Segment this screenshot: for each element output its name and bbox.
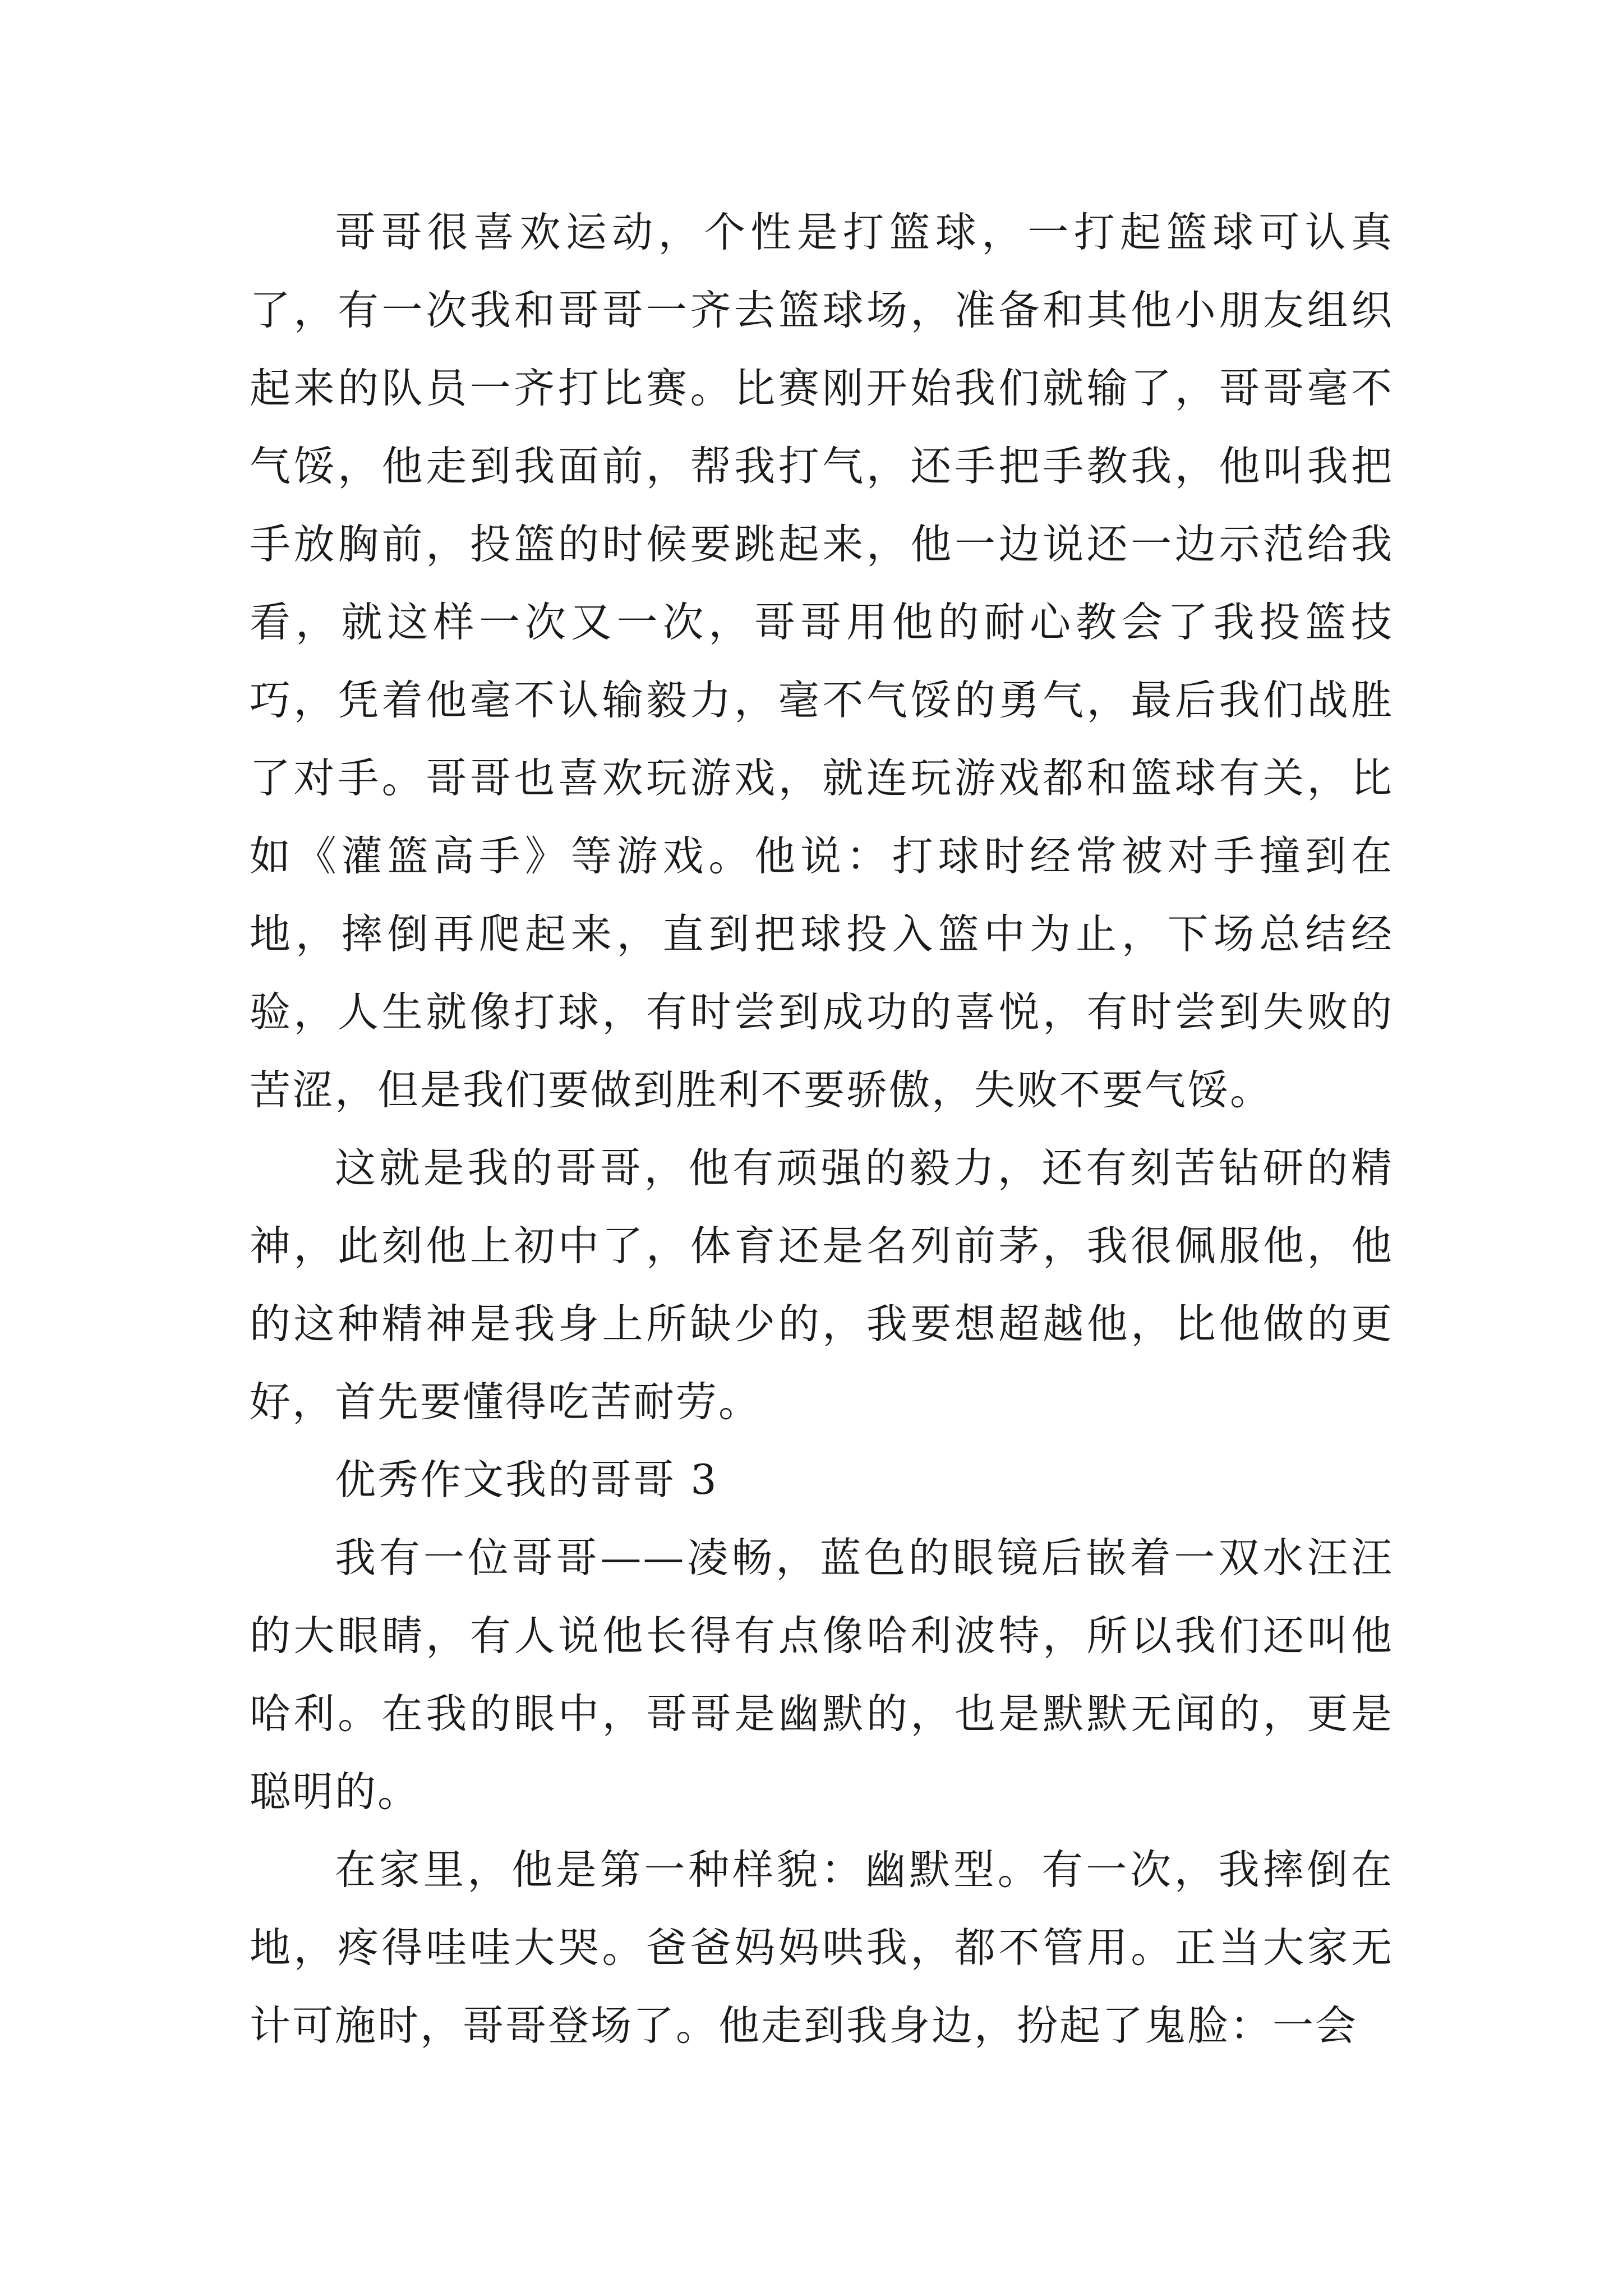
paragraph-admiration: 这就是我的哥哥，他有顽强的毅力，还有刻苦钻研的精神，此刻他上初中了，体育还是名列前茅，我很佩服他，他的这种精神是我身上所缺少的，我要想超越他，比他做的更好，首先要懂得吃苦耐劳。: [250, 1144, 1394, 1426]
paragraph-humorous: 在家里，他是第一种样貌：幽默型。有一次，我摔倒在地，疼得哇哇大哭。爸爸妈妈哄我，都不管用。正当大家无计可施时，哥哥登场了。他走到我身边，扮起了鬼脸：一会: [250, 1846, 1394, 2050]
paragraph-introduction: 我有一位哥哥——凌畅，蓝色的眼镜后嵌着一双水汪汪的大眼睛，有人说他长得有点像哈利波特，所以我们还叫他哈利。在我的眼中，哥哥是幽默的，也是默默无闻的，更是聪明的。: [250, 1534, 1394, 1816]
paragraph-basketball: 哥哥很喜欢运动，个性是打篮球，一打起篮球可认真了，有一次我和哥哥一齐去篮球场，准备和其他小朋友组织起来的队员一齐打比赛。比赛刚开始我们就输了，哥哥毫不气馁，他走到我面前，帮我打气，还手把手教我，他叫我把手放胸前，投篮的时候要跳起来，他一边说还一边示范给我看，就这样一次又一次，哥哥用他的耐心教会了我投篮技巧，凭着他毫不认输毅力，毫不气馁的勇气，最后我们战胜了对手。哥哥也喜欢玩游戏，就连玩游戏都和篮球有关，比如《灌篮高手》等游戏。他说：打球时经常被对手撞到在地，摔倒再爬起来，直到把球投入篮中为止，下场总结经验，人生就像打球，有时尝到成功的喜悦，有时尝到失败的苦涩，但是我们要做到胜利不要骄傲，失败不要气馁。: [250, 209, 1394, 1114]
document-body: [250, 194, 1394, 2065]
essay-heading: 优秀作文我的哥哥 3: [335, 1456, 718, 1504]
